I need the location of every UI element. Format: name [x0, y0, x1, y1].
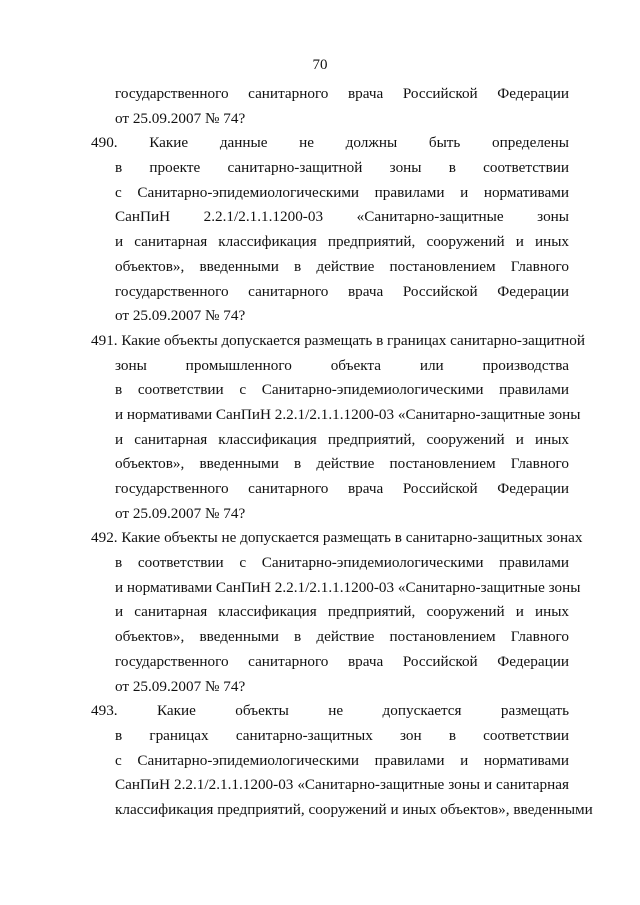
text-line: СанПиН 2.2.1/2.1.1.1200-03 «Санитарно-защитные зоны и санитарная	[115, 776, 569, 794]
text-line: и санитарная классификация предприятий, сооружений и иных	[115, 603, 569, 621]
text-line: объектов», введенными в действие постановлением Главного	[115, 455, 569, 473]
text-line: классификация предприятий, сооружений и иных объектов», введенными	[115, 800, 593, 818]
text-line: от 25.09.2007 № 74?	[115, 504, 246, 522]
text-line: государственного санитарного врача Российской Федерации	[115, 282, 569, 300]
text-line: и нормативами СанПиН 2.2.1/2.1.1.1200-03 «Санитарно-защитные зоны	[115, 405, 581, 423]
text-line: 491. Какие объекты допускается размещать в границах санитарно-защитной	[91, 331, 586, 349]
text-line: 493. Какие объекты не допускается размещать	[91, 702, 569, 720]
text-line: от 25.09.2007 № 74?	[115, 307, 246, 325]
text-line: и санитарная классификация предприятий, сооружений и иных	[115, 233, 569, 251]
text-line: государственного санитарного врача Российской Федерации	[115, 480, 569, 497]
text-line: в соответствии с Санитарно-эпидемиологическими правилами	[115, 554, 569, 572]
text-line: с Санитарно-эпидемиологическими правилами и нормативами	[115, 183, 569, 201]
text-line: 490. Какие данные не должны быть определены	[91, 134, 569, 152]
text-line: в границах санитарно-защитных зон в соответствии	[115, 726, 569, 744]
text-line: и нормативами СанПиН 2.2.1/2.1.1.1200-03 «Санитарно-защитные зоны	[115, 578, 581, 596]
text-line: от 25.09.2007 № 74?	[115, 677, 246, 695]
text-line: государственного санитарного врача Российской Федерации	[115, 85, 569, 102]
text-line: от 25.09.2007 № 74?	[115, 109, 246, 127]
text-line: государственного санитарного врача Российской Федерации	[115, 652, 569, 670]
text-line: 492. Какие объекты не допускается размещать в санитарно-защитных зонах	[91, 529, 583, 547]
page-number: 70	[312, 57, 328, 73]
text-line: и санитарная классификация предприятий, сооружений и иных	[115, 430, 569, 448]
text-line: в соответствии с Санитарно-эпидемиологическими правилами	[115, 381, 569, 399]
document-body	[0, 84, 640, 825]
text-line: СанПиН 2.2.1/2.1.1.1200-03 «Санитарно-защитные зоны	[115, 208, 569, 226]
text-line: зоны промышленного объекта или производства	[115, 356, 569, 374]
text-line: в проекте санитарно-защитной зоны в соответствии	[115, 159, 569, 177]
text-line: объектов», введенными в действие постановлением Главного	[115, 628, 569, 646]
text-line: объектов», введенными в действие постановлением Главного	[115, 257, 569, 275]
text-line: с Санитарно-эпидемиологическими правилами и нормативами	[115, 751, 569, 769]
